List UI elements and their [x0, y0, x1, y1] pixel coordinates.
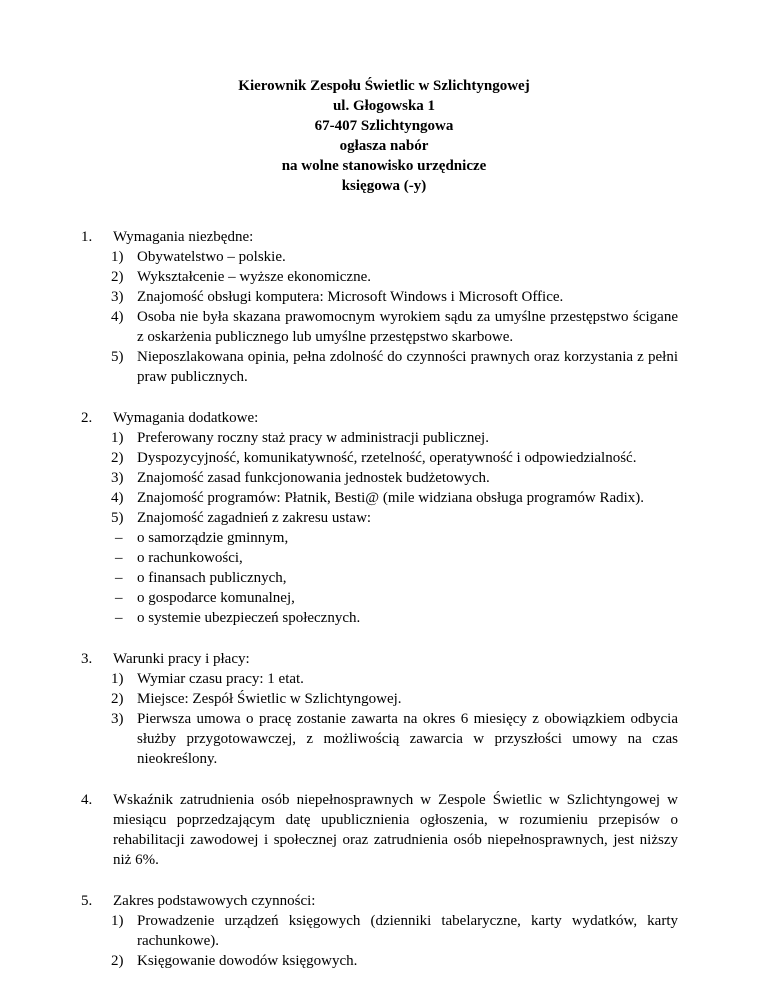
list-item: 5) Znajomość zagadnień z zakresu ustaw:: [111, 510, 372, 526]
dash-list-item: – o rachunkowości,: [115, 550, 243, 566]
header-position-title: księgowa (-y): [341, 178, 427, 194]
list-item: 1) Obywatelstwo – polskie.: [111, 249, 286, 265]
section-title: Wymagania dodatkowe:: [113, 410, 259, 426]
list-item: 4) Osoba nie była skazana prawomocnym wyrokiem sądu za umyślne przestępstwo ścigane z oskarżenia publicznego lub umyślne przestępstwo skarbowe.: [111, 309, 678, 345]
section-paragraph: Wskaźnik zatrudnienia osób niepełnosprawnych w Zespole Świetlic w Szlichtyngowej w miesiącu poprzedzającym datę upublicznienia ogłoszenia, w rozumieniu przepisów o rehabilitacji zawodowej i społecznej oraz zatrudnienia osób niepełnosprawnych, jest niższy niż 6%.: [113, 792, 678, 868]
announcement-header: [0, 76, 768, 196]
section-duties: [83, 891, 678, 971]
list-item: 1) Wymiar czasu pracy: 1 etat.: [111, 671, 304, 687]
list-item: 2) Księgowanie dowodów księgowych.: [111, 953, 358, 969]
list-item: 5) Nieposzlakowana opinia, pełna zdolność do czynności prawnych oraz korzystania z pełni praw publicznych.: [111, 349, 678, 385]
section-number: 1.: [81, 229, 93, 245]
dash-list-item: – o systemie ubezpieczeń społecznych.: [115, 610, 361, 626]
section-additional: [83, 408, 678, 628]
header-position-type: na wolne stanowisko urzędnicze: [281, 158, 487, 174]
section-title: Warunki pracy i płacy:: [113, 651, 250, 667]
list-item: 1) Prowadzenie urządzeń księgowych (dzienniki tabelaryczne, karty wydatków, karty rachunkowe).: [111, 913, 678, 949]
section-employment-indicator: [83, 790, 678, 870]
list-item: 2) Dyspozycyjność, komunikatywność, rzetelność, operatywność i odpowiedzialność.: [111, 450, 637, 466]
header-street: ul. Głogowska 1: [332, 98, 436, 114]
section-number: 3.: [81, 651, 93, 667]
list-item: 2) Miejsce: Zespół Świetlic w Szlichtyngowej.: [111, 691, 402, 707]
list-item: 3) Znajomość zasad funkcjonowania jednostek budżetowych.: [111, 470, 490, 486]
section-title: Wymagania niezbędne:: [113, 229, 254, 245]
list-item: 3) Znajomość obsługi komputera: Microsoft Windows i Microsoft Office.: [111, 289, 564, 305]
section-conditions: [83, 649, 678, 769]
list-item: 2) Wykształcenie – wyższe ekonomiczne.: [111, 269, 371, 285]
header-city: 67-407 Szlichtyngowa: [314, 118, 454, 134]
section-number: 4.: [81, 792, 93, 808]
list-item: 1) Preferowany roczny staż pracy w administracji publicznej.: [111, 430, 489, 446]
dash-list-item: – o samorządzie gminnym,: [115, 530, 289, 546]
header-employer: Kierownik Zespołu Świetlic w Szlichtyngowej: [238, 78, 530, 94]
section-number: 2.: [81, 410, 93, 426]
section-title: Zakres podstawowych czynności:: [113, 893, 316, 909]
header-announces: ogłasza nabór: [339, 138, 429, 154]
document-body: [83, 227, 678, 992]
list-item: 3) Pierwsza umowa o pracę zostanie zawarta na okres 6 miesięcy z obowiązkiem odbycia służby przygotowawczej, z możliwością zawarcia w przyszłości umowy na czas nieokreślony.: [111, 711, 678, 767]
dash-list-item: – o finansach publicznych,: [115, 570, 287, 586]
section-required: [83, 227, 678, 387]
dash-list-item: – o gospodarce komunalnej,: [115, 590, 295, 606]
section-number: 5.: [81, 893, 93, 909]
list-item: 4) Znajomość programów: Płatnik, Besti@ (mile widziana obsługa programów Radix).: [111, 490, 645, 506]
